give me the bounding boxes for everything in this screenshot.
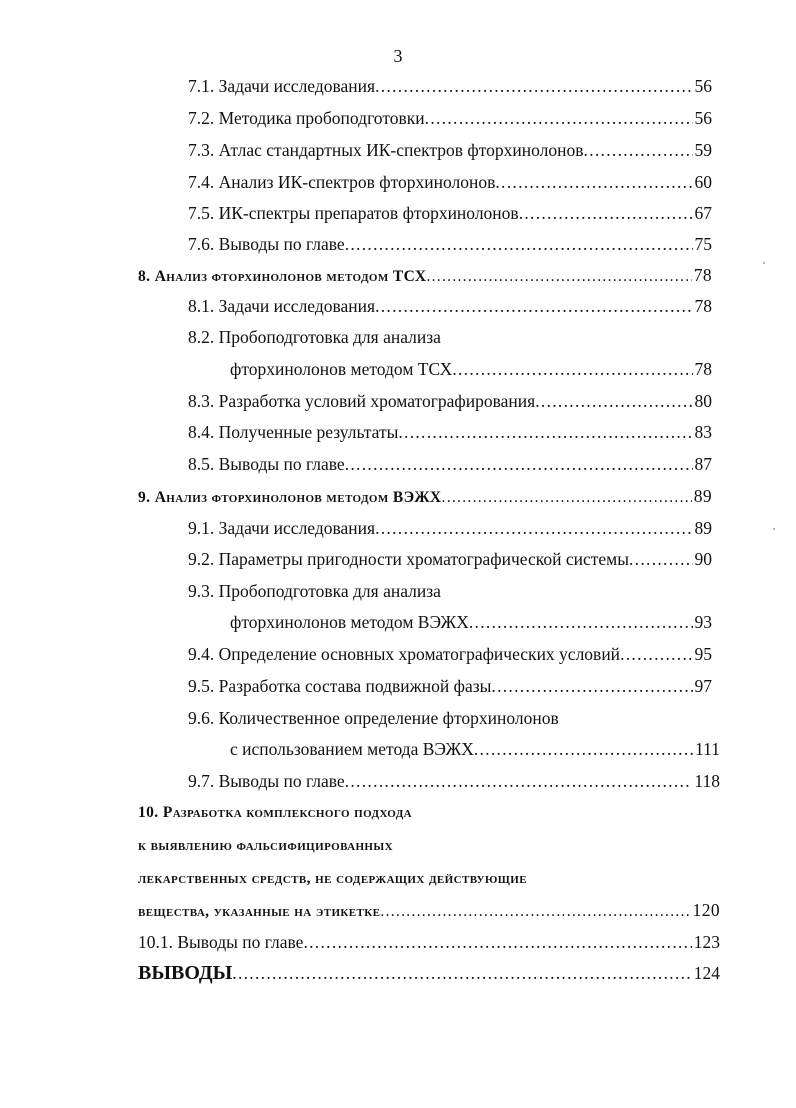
toc-entry-page: 97 — [694, 676, 712, 696]
toc-entry-label: 9.7. Выводы по главе — [188, 771, 345, 791]
toc-chapter-10-line3: лекарственных средств, не содержащих действующие — [138, 870, 527, 887]
toc-entry-label: 9.4. Определение основных хроматографических условий — [188, 644, 621, 664]
toc-entry-page: 93 — [694, 612, 712, 632]
toc-entry-8-3 — [188, 389, 712, 413]
toc-leader-dots — [398, 420, 692, 444]
toc-leader-dots — [495, 170, 692, 194]
toc-entry-page: 78 — [693, 265, 712, 285]
toc-entry-label: 7.6. Выводы по главе — [188, 234, 345, 254]
toc-entry-label: 7.2. Методика пробоподготовки — [188, 108, 425, 128]
toc-entry-page: 56 — [694, 108, 712, 128]
toc-entry-7-2 — [188, 106, 712, 130]
toc-entry-7-5 — [188, 201, 712, 225]
toc-entry-9-5 — [188, 674, 712, 698]
toc-leader-dots — [620, 642, 692, 666]
toc-entry-page: 78 — [694, 296, 712, 316]
toc-leader-dots — [629, 547, 693, 571]
toc-entry-page: 80 — [694, 391, 712, 411]
toc-chapter-10-line1: 10. Разработка комплексного подхода — [138, 804, 413, 821]
toc-entry-label: 7.5. ИК-спектры препаратов фторхинолонов — [188, 203, 519, 223]
toc-entry-page: 123 — [693, 932, 720, 952]
toc-entry-label: фторхинолонов методом ВЭЖХ — [230, 612, 469, 632]
toc-entry-page: 87 — [694, 454, 712, 474]
toc-chapter-label: вещества, указанные на этикетке — [138, 903, 381, 920]
scan-speck — [763, 262, 765, 264]
toc-entry-8-1 — [188, 294, 712, 318]
toc-entry-label: фторхинолонов методом ТСХ — [230, 359, 453, 379]
toc-entry-page: 95 — [694, 644, 712, 664]
toc-leader-dots — [474, 737, 693, 761]
toc-leader-dots — [303, 930, 691, 954]
toc-entry-page: 120 — [692, 900, 720, 920]
toc-leader-dots — [232, 961, 691, 985]
toc-leader-dots — [375, 294, 692, 318]
scan-speck — [773, 528, 775, 530]
toc-entry-page: 89 — [693, 486, 712, 506]
toc-entry-label: 7.4. Анализ ИК-спектров фторхинолонов — [188, 172, 496, 192]
toc-leader-dots — [375, 74, 692, 98]
toc-entry-label: 8.3. Разработка условий хроматографирования — [188, 391, 536, 411]
toc-entry-page: 111 — [695, 739, 720, 759]
toc-entry-label: 8.4. Полученные результаты — [188, 422, 399, 442]
toc-entry-label: 9.1. Задачи исследования — [188, 518, 376, 538]
toc-conclusions — [138, 961, 720, 985]
toc-entry-9-1 — [188, 516, 712, 540]
toc-leader-dots — [375, 516, 692, 540]
toc-leader-dots — [535, 389, 692, 413]
toc-chapter-label: 8. Анализ фторхинолонов методом ТСХ — [138, 268, 427, 285]
toc-chapter-9 — [138, 484, 712, 508]
toc-entry-7-6 — [188, 232, 712, 256]
toc-entry-7-3 — [188, 138, 712, 162]
toc-leader-dots — [425, 106, 693, 130]
toc-entry-page: 75 — [694, 234, 712, 254]
toc-leader-dots — [469, 610, 693, 634]
toc-entry-page: 90 — [694, 549, 712, 569]
toc-entry-page: 118 — [694, 771, 720, 791]
toc-entry-label: 10.1. Выводы по главе — [138, 932, 304, 952]
toc-entry-page: 59 — [694, 140, 712, 160]
toc-leader-dots — [345, 769, 693, 793]
toc-leader-dots — [426, 265, 691, 287]
page-number: 3 — [393, 46, 403, 66]
toc-leader-dots — [380, 900, 690, 922]
toc-entry-7-4 — [188, 170, 712, 194]
toc-entry-page: 56 — [694, 76, 712, 96]
toc-entry-9-6 — [230, 737, 720, 761]
toc-entry-9-4 — [188, 642, 712, 666]
toc-entry-9-6-line1: 9.6. Количественное определение фторхинолонов — [188, 708, 559, 728]
toc-entry-label: 7.1. Задачи исследования — [188, 76, 376, 96]
toc-entry-label: с использованием метода ВЭЖХ — [230, 739, 474, 759]
toc-entry-page: 83 — [694, 422, 712, 442]
toc-entry-9-7 — [188, 769, 720, 793]
toc-entry-label: 8.1. Задачи исследования — [188, 296, 376, 316]
toc-entry-page: 89 — [694, 518, 712, 538]
toc-entry-page: 124 — [693, 963, 720, 983]
toc-leader-dots — [584, 138, 693, 162]
toc-leader-dots — [345, 452, 693, 476]
toc-entry-8-2-line1: 8.2. Пробоподготовка для анализа — [188, 327, 441, 347]
toc-leader-dots — [345, 232, 693, 256]
toc-leader-dots — [442, 486, 692, 508]
toc-entry-10-1 — [138, 930, 720, 954]
toc-conclusions-label: ВЫВОДЫ — [138, 962, 233, 984]
toc-chapter-label: 9. Анализ фторхинолонов методом ВЭЖХ — [138, 489, 442, 506]
toc-chapter-8 — [138, 263, 712, 287]
toc-entry-label: 7.3. Атлас стандартных ИК-спектров фторхинолонов — [188, 140, 584, 160]
toc-entry-page: 60 — [694, 172, 712, 192]
toc-leader-dots — [452, 357, 692, 381]
toc-entry-label: 8.5. Выводы по главе — [188, 454, 345, 474]
toc-entry-9-2 — [188, 547, 712, 571]
toc-entry-7-1 — [188, 74, 712, 98]
toc-chapter-10 — [138, 898, 720, 922]
toc-entry-9-3-line1: 9.3. Пробоподготовка для анализа — [188, 581, 441, 601]
toc-chapter-10-line2: к выявлению фальсифицированных — [138, 837, 393, 854]
toc-entry-8-4 — [188, 420, 712, 444]
toc-leader-dots — [491, 674, 692, 698]
toc-entry-8-2 — [230, 357, 712, 381]
toc-entry-page: 78 — [694, 359, 712, 379]
toc-entry-8-5 — [188, 452, 712, 476]
toc-entry-label: 9.5. Разработка состава подвижной фазы — [188, 676, 492, 696]
toc-entry-label: 9.2. Параметры пригодности хроматографической системы — [188, 549, 629, 569]
toc-leader-dots — [519, 201, 693, 225]
toc-entry-9-3 — [230, 610, 712, 634]
toc-entry-page: 67 — [694, 203, 712, 223]
